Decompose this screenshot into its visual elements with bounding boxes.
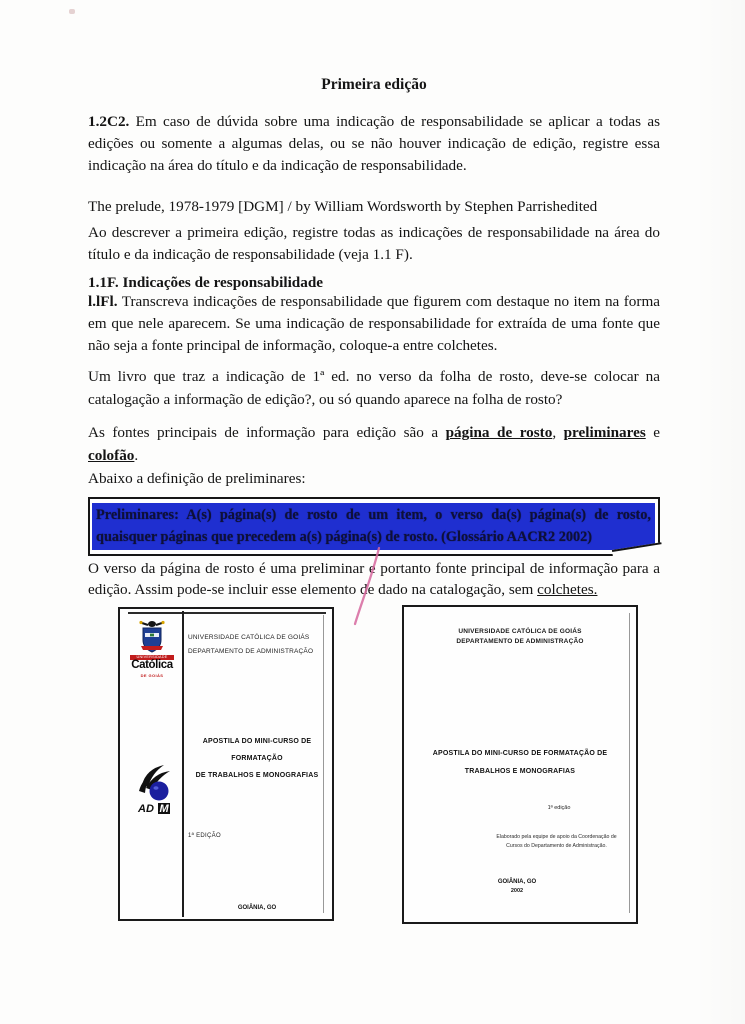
rule-label-1-2c2: 1.2C2. [88,113,130,130]
adm-wordmark-m: M [159,803,169,815]
adm-eye-icon [134,761,178,817]
paragraph-1-2c2 [88,111,660,177]
o-verso-text: O verso da página de rosto é uma preliminar e portanto fonte principal de informação para a edição. Assim pode-se incluir esse elemento de dado na catalogação, sem [88,560,660,598]
left-cover-title-block [184,733,330,784]
catolica-crest-icon [135,620,169,656]
right-cover-org-line2: DEPARTAMENTO DE ADMINISTRAÇÃO [456,638,584,645]
rule-label-1-1f1: l.lFl. [88,293,118,310]
right-cover-org-line1: UNIVERSIDADE CATÓLICA DE GOIÁS [458,628,582,635]
paragraph-ao-descrever: Ao descrever a primeira edição, registre todas as indicações de responsabilidade na área do título e da indicação de responsabilidade (veja 1.1 F). [88,224,660,263]
right-cover-org-block [404,627,636,647]
fontes-sep1: , [552,424,564,441]
term-colofao: colofão [88,447,135,464]
right-cover-title-line1: APOSTILA DO MINI-CURSO DE FORMATAÇÃO DE [432,750,608,757]
left-cover-edition: 1ª EDIÇÃO [188,833,221,839]
left-cover-org-block [188,631,328,659]
pen-mark [335,538,405,633]
paragraph-1-1f1 [88,291,660,357]
page-title: Primeira edição [321,76,427,93]
right-cover-credit-line1: Elaborado pela equipe de apoio da Coordenação de [496,834,617,840]
left-cover-title-line1: APOSTILA DO MINI-CURSO DE FORMATAÇÃO [202,738,312,762]
scan-speck [69,9,75,14]
catolica-wordmark: Católica [131,659,173,671]
example-citation-line: The prelude, 1978-1979 [DGM] / by William Wordsworth by Stephen Parrishedited [88,198,598,215]
left-cover-image [118,607,334,921]
catolica-banner-text: UNIVERSIDADE [130,655,174,660]
adm-wordmark-ad: AD [138,803,154,815]
right-cover-city: GOIÂNIA, GO [497,879,537,885]
right-cover-title-line2: TRABALHOS E MONOGRAFIAS [464,767,576,775]
right-cover-year: 2002 [510,888,524,894]
word-colchetes-underlined: colchetes. [537,580,598,598]
fontes-sep2: e [645,424,660,441]
right-cover-edition: 1ª edição [547,805,571,811]
right-cover-credit-block [489,833,624,850]
paragraph-abaixo: Abaixo a definição de preliminares: [88,470,306,487]
scan-edge-shade [695,0,745,1024]
term-preliminares: preliminares [563,424,646,441]
fontes-pre-text: As fontes principais de informação para edição são a [88,424,446,441]
left-cover-org-line1: UNIVERSIDADE CATÓLICA DE GOIÁS [188,634,310,641]
paragraph-1-1f1-text: Transcreva indicações de responsabilidade que figurem com destaque no item na forma em que nele aparecem. Se uma indicação de responsabilidade for extraída de uma fonte que não seja a fonte principal de informação, coloque-a entre colchetes. [88,293,660,354]
right-cover-credit-line2: Cursos do Departamento de Administração. [506,842,607,849]
right-cover-city-block [452,879,582,894]
adm-eye-pupil [150,782,169,801]
catolica-subtext: DE GOIÁS [140,673,164,678]
fontes-end: . [134,447,139,464]
pen-stroke [355,548,379,624]
paragraph-um-livro: Um livro que traz a indicação de 1ª ed. no verso da folha de rosto, deve-se colocar na catalogação a informação de edição?, ou só quando aparece na folha de rosto? [88,368,660,408]
paragraph-1-2c2-text: Em caso de dúvida sobre uma indicação de responsabilidade se aplicar a todas as edições ou somente a algumas delas, ou se não houver indicação de edição, registre essa indicação na área do título e da indicação de responsabilidade. [88,113,660,174]
left-cover-top-scanline [128,612,326,614]
right-cover-title-block [404,745,636,780]
highlighted-definition-text: Preliminares: A(s) página(s) de rosto de um item, o verso da(s) página(s) de rosto, quaisquer páginas que precedem a(s) página(s) de rosto. (Glossário AACR2 2002) [92,503,655,550]
left-cover-city: GOIÂNIA, GO [237,905,277,911]
right-cover-image [402,605,638,924]
left-cover-org-line2: DEPARTAMENTO DE ADMINISTRAÇÃO [188,648,314,655]
paragraph-fontes-principais [88,421,660,467]
term-pagina-de-rosto: página de rosto [445,424,553,441]
left-cover-title-line2: DE TRABALHOS E MONOGRAFIAS [195,772,319,779]
section-heading-1-1f: 1.1F. Indicações de responsabilidade [88,274,324,291]
